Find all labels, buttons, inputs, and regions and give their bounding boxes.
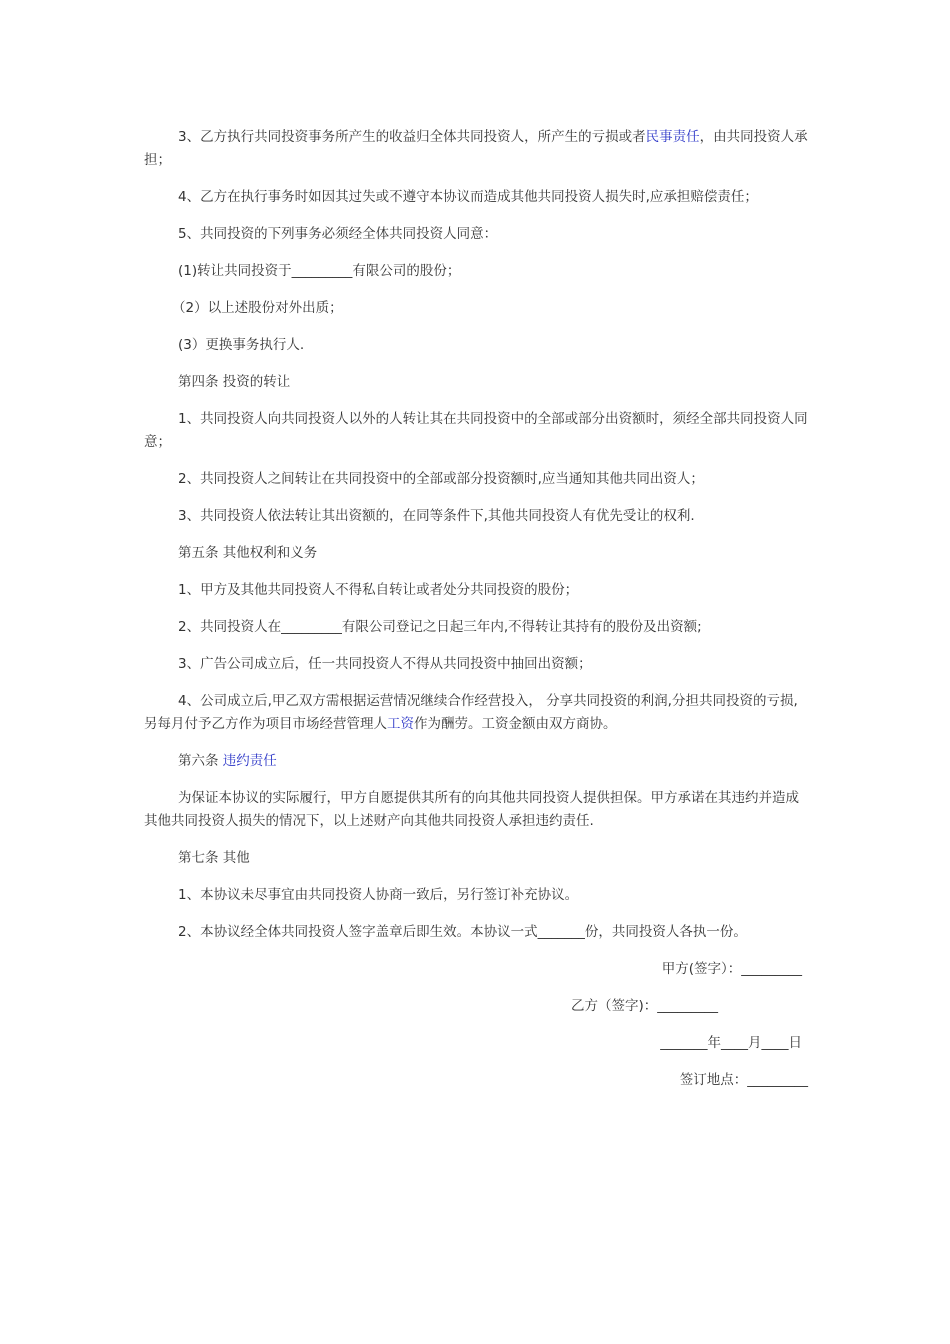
paragraph-3 <box>144 126 808 172</box>
paragraph-text: 作为酬劳。工资金额由双方商协。 <box>414 716 617 732</box>
wage-link[interactable]: 工资 <box>387 716 414 732</box>
item-3: (3）更换事务执行人. <box>178 337 305 353</box>
party-a-signature: 甲方(签字）：_________ <box>661 961 802 977</box>
paragraph-4: 4、乙方在执行事务时如因其过失或不遵守本协议而造成其他共同投资人损失时,应承担赔偿责任； <box>178 189 758 205</box>
signing-place: 签订地点：_________ <box>679 1072 808 1088</box>
party-b-signature: 乙方（签字)：_________ <box>570 998 718 1014</box>
article-4-clause-1: 1、共同投资人向共同投资人以外的人转让其在共同投资中的全部或部分出资额时，须经全部共同投资人同意； <box>144 411 808 450</box>
article-4-heading: 第四条 投资的转让 <box>178 374 291 390</box>
civil-liability-link[interactable]: 民事责任 <box>645 129 700 145</box>
article-4-clause-3: 3、共同投资人依法转让其出资额的，在同等条件下,其他共同投资人有优先受让的权利. <box>178 508 695 524</box>
paragraph-5: 5、共同投资的下列事务必须经全体共同投资人同意： <box>178 226 498 242</box>
article-5-clause-1: 1、甲方及其他共同投资人不得私自转让或者处分共同投资的股份； <box>178 582 579 598</box>
signing-date: _______年____月____日 <box>660 1035 802 1051</box>
paragraph-text: 4、公司成立后,甲乙双方需根据运营情况继续合作经营投入， 分享共同投资的利润,分担共同投资的亏损,另每月付予乙方作为项目市场经营管理人 <box>144 693 798 732</box>
article-4-clause-2: 2、共同投资人之间转让在共同投资中的全部或部分投资额时,应当通知其他共同出资人； <box>178 471 704 487</box>
article-6-heading <box>144 750 808 773</box>
article-7-clause-1: 1、本协议未尽事宜由共同投资人协商一致后，另行签订补充协议。 <box>178 887 579 903</box>
document-page <box>144 126 808 1106</box>
breach-liability-link[interactable]: 违约责任 <box>222 753 277 769</box>
item-1: (1)转让共同投资于_________有限公司的股份； <box>178 263 461 279</box>
article-5-clause-4 <box>144 690 808 736</box>
article-5-clause-2: 2、共同投资人在_________有限公司登记之日起三年内,不得转让其持有的股份及出资额; <box>178 619 702 635</box>
item-2: （2）以上述股份对外出质； <box>172 300 343 316</box>
article-5-heading: 第五条 其他权利和义务 <box>178 545 318 561</box>
article-6-body: 为保证本协议的实际履行，甲方自愿提供其所有的向其他共同投资人提供担保。甲方承诺在其违约并造成其他共同投资人损失的情况下，以上述财产向其他共同投资人承担违约责任. <box>144 790 799 829</box>
paragraph-text: 第六条 <box>178 753 223 769</box>
paragraph-text: 3、乙方执行共同投资事务所产生的收益归全体共同投资人，所产生的亏损或者 <box>178 129 646 145</box>
paragraph-text: ，由共同投资人承担； <box>144 129 808 168</box>
article-7-heading: 第七条 其他 <box>178 850 250 866</box>
article-7-clause-2: 2、本协议经全体共同投资人签字盖章后即生效。本协议一式_______份，共同投资人各执一份。 <box>178 924 747 940</box>
article-5-clause-3: 3、广告公司成立后，任一共同投资人不得从共同投资中抽回出资额； <box>178 656 592 672</box>
